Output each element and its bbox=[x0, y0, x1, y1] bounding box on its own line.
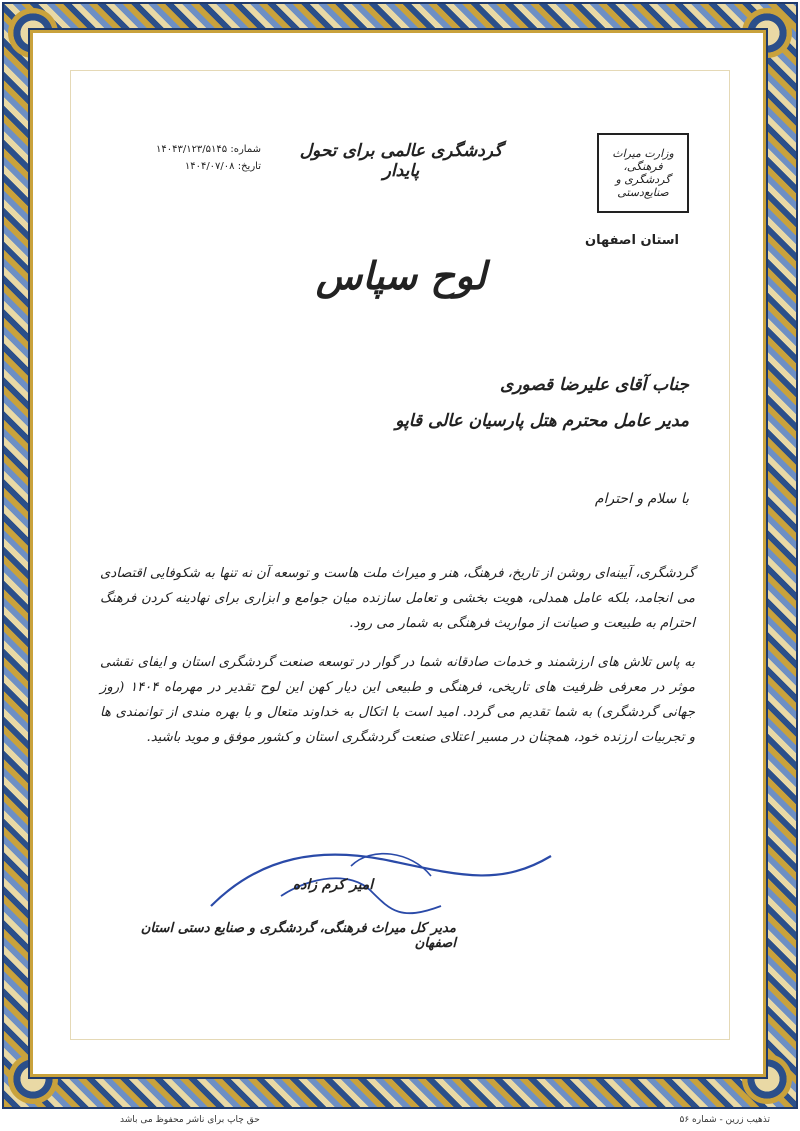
ministry-logo-text: وزارت میراث فرهنگی، گردشگری و صنایع‌دستی bbox=[612, 147, 674, 199]
letter-date: تاریخ: ۱۴۰۴/۰۷/۰۸ bbox=[184, 161, 261, 172]
body-paragraph-1: گردشگری، آیینه‌ای روشن از تاریخ، فرهنگ، هنر و میراث ملت هاست و توسعه آن نه تنها به شکوفایی اقتصادی می انجامد، بلکه عامل همدلی، هویت بخشی و تعامل سازنده میان جوامع و ابزاری برای نهادینه کردن فرهنگ احترام به طبیعت و صیانت از مواریث فرهنگی به شمار می رود. bbox=[100, 566, 695, 631]
certificate-title: لوح سپاس bbox=[315, 253, 487, 298]
recipient-block bbox=[269, 367, 689, 439]
reference-block bbox=[111, 141, 261, 175]
body-paragraph-2: به پاس تلاش های ارزشمند و خدمات صادقانه شما در گوار در توسعه صنعت گردشگری استان و ایفای نقشی موثر در معرفی ظرفیت های تاریخی، فرهنگی و طبیعی این دیار کهن این لوح تقدیر در مهرماه ۱۴۰۴ (روز جهانی گردشگری) به شما تقدیم می گردد. امید است با اتکال به خداوند متعال و با بهره مندی از توانمندی ها و تجربیات ارزنده خود، همچنان در مسیر اعتلای صنعت گردشگری استان و کشور موفق و موید باشید. bbox=[100, 655, 695, 745]
footer-copyright: حق چاپ برای ناشر محفوظ می باشد bbox=[120, 1115, 260, 1125]
recipient-name: جناب آقای علیرضا قصوری bbox=[500, 375, 689, 395]
recipient-position: مدیر عامل محترم هتل پارسیان عالی قاپو bbox=[395, 411, 689, 431]
letter-number: شماره: ۱۴۰۴۳/۱۲۳/۵۱۴۵ bbox=[155, 144, 261, 155]
signer-name: امیر کرم زاده bbox=[292, 877, 374, 893]
certificate-page bbox=[70, 70, 730, 1040]
certificate-body bbox=[100, 561, 695, 764]
footer-series: تذهیب زرین - شماره ۵۶ bbox=[679, 1115, 770, 1125]
greeting: با سلام و احترام bbox=[594, 491, 689, 507]
ministry-logo bbox=[597, 133, 689, 213]
signer-title: مدیر کل میراث فرهنگی، گردشگری و صنایع دستی استان اصفهان bbox=[140, 921, 456, 951]
slogan: گردشگری عالمی برای تحول پایدار bbox=[299, 141, 503, 181]
province-name: استان اصفهان bbox=[585, 233, 679, 248]
